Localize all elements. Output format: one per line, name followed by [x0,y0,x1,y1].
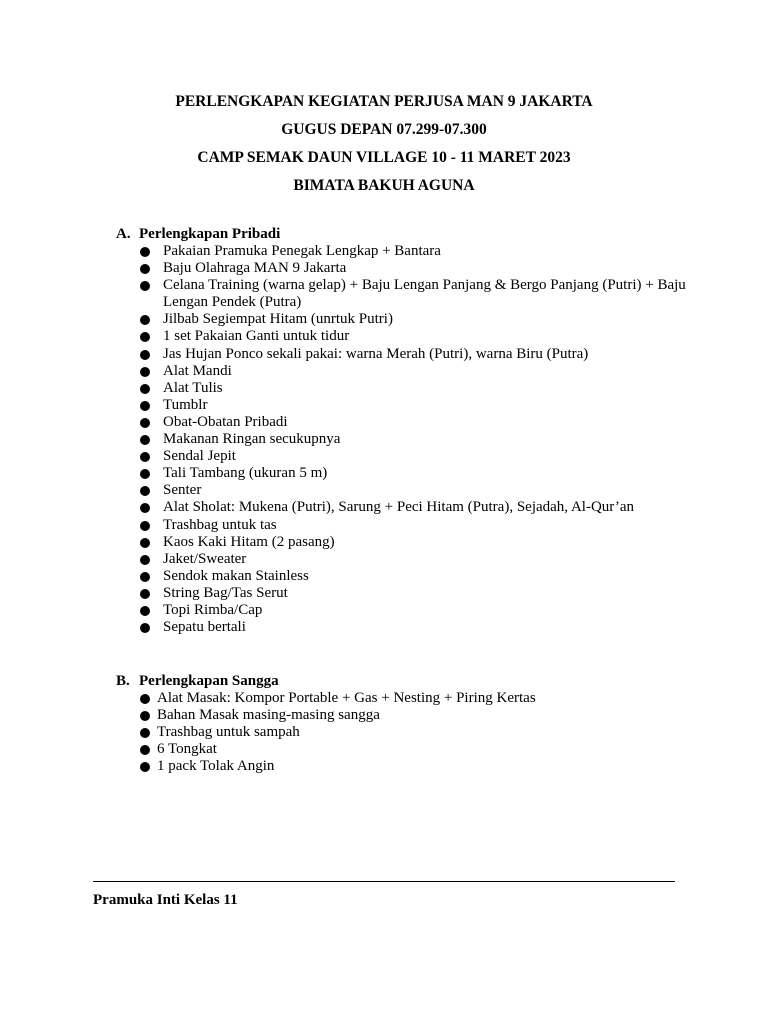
list-item-text: Topi Rimba/Cap [163,601,263,618]
list-item [140,448,686,465]
bullet-icon [140,384,150,394]
bullet-icon [140,435,150,445]
section-heading [116,226,686,243]
list-item [140,363,686,380]
list-item-text: Jaket/Sweater [163,550,247,567]
list-item-text: Sepatu bertali [163,619,246,636]
list-item-text: 6 Tongkat [157,741,217,758]
bullet-icon [140,315,150,325]
list-item [140,602,686,619]
list-item-text: Trashbag untuk tas [163,516,277,533]
bullet-icon [140,555,150,565]
list-item-text: Alat Mandi [163,362,232,379]
bullet-icon [140,711,150,721]
bullet-icon [140,486,150,496]
list-item [140,260,686,277]
list-item-text: Jilbab Segiempat Hitam (unrtuk Putri) [163,311,393,328]
bullet-icon [140,418,150,428]
list-item [140,431,686,448]
title-line-4: BIMATA BAKUH AGUNA [293,177,475,194]
list-item-text: Jas Hujan Ponco sekali pakai: warna Merah (Putri), warna Biru (Putra) [163,345,589,362]
list-item-text: Kaos Kaki Hitam (2 pasang) [163,533,335,550]
list-item [140,346,686,363]
list-item [140,414,686,431]
list-item [140,758,686,775]
list-item [140,380,686,397]
list-item-text: Tali Tambang (ukuran 5 m) [163,465,328,482]
bullet-icon [140,350,150,360]
list-item-text: Alat Sholat: Mukena (Putri), Sarung + Peci Hitam (Putra), Sejadah, Al-Qur’an [163,499,635,516]
list-item [140,724,686,741]
section-heading [116,673,686,690]
section-perlengkapan-pribadi [116,226,686,636]
bullet-icon [140,281,150,291]
list-item [140,551,686,568]
footer-divider [93,881,675,882]
list-item-text: Sendal Jepit [163,448,236,465]
list-item [140,243,686,260]
bullet-icon [140,367,150,377]
list-item-text: Obat-Obatan Pribadi [163,413,288,430]
item-list [140,243,686,636]
bullet-icon [140,572,150,582]
list-item-text: Alat Masak: Kompor Portable + Gas + Nesting + Piring Kertas [157,690,536,706]
bullet-icon [140,469,150,479]
bullet-icon [140,503,150,513]
section-title: Perlengkapan Pribadi [139,226,281,242]
list-item-text: Senter [163,482,202,499]
list-item [140,707,686,724]
list-item-text: 1 set Pakaian Ganti untuk tidur [163,328,350,345]
bullet-icon [140,332,150,342]
section-perlengkapan-sangga [116,673,686,775]
list-item [140,465,686,482]
list-item-text: Alat Tulis [163,379,223,396]
document-title-block [0,88,768,200]
bullet-icon [140,452,150,462]
list-item [140,568,686,585]
bullet-icon [140,745,150,755]
title-line-2: GUGUS DEPAN 07.299-07.300 [281,121,487,138]
bullet-icon [140,247,150,257]
list-item [140,277,686,311]
list-item-text: Celana Training (warna gelap) + Baju Lengan Panjang & Bergo Panjang (Putri) + Baju Lengan Pendek (Putra) [163,277,686,311]
list-item [140,741,686,758]
list-item-text: Makanan Ringan secukupnya [163,431,341,448]
list-item-text: Baju Olahraga MAN 9 Jakarta [163,260,347,277]
list-item [140,311,686,328]
list-item [140,482,686,499]
section-letter: B. [116,673,130,689]
list-item [140,534,686,551]
bullet-icon [140,264,150,274]
list-item-text: Pakaian Pramuka Penegak Lengkap + Bantara [163,243,441,259]
list-item-text: Sendok makan Stainless [163,567,309,584]
list-item [140,690,686,707]
bullet-icon [140,623,150,633]
title-line-3: CAMP SEMAK DAUN VILLAGE 10 - 11 MARET 2023 [197,149,571,166]
list-item-text: Bahan Masak masing-masing sangga [157,707,380,724]
list-item-text: Trashbag untuk sampah [157,724,300,741]
list-item-text: String Bag/Tas Serut [163,584,288,601]
bullet-icon [140,401,150,411]
list-item [140,619,686,636]
bullet-icon [140,694,150,704]
bullet-icon [140,589,150,599]
list-item [140,517,686,534]
bullet-icon [140,762,150,772]
item-list [140,690,686,775]
title-line-1: PERLENGKAPAN KEGIATAN PERJUSA MAN 9 JAKARTA [175,93,593,110]
bullet-icon [140,606,150,616]
footer-text: Pramuka Inti Kelas 11 [93,892,238,908]
list-item-text: Tumblr [163,396,208,413]
bullet-icon [140,521,150,531]
bullet-icon [140,538,150,548]
list-item-text: 1 pack Tolak Angin [157,758,275,775]
section-letter: A. [116,226,131,242]
list-item [140,328,686,345]
list-item [140,585,686,602]
section-title: Perlengkapan Sangga [139,673,279,689]
list-item [140,499,686,516]
list-item [140,397,686,414]
bullet-icon [140,728,150,738]
